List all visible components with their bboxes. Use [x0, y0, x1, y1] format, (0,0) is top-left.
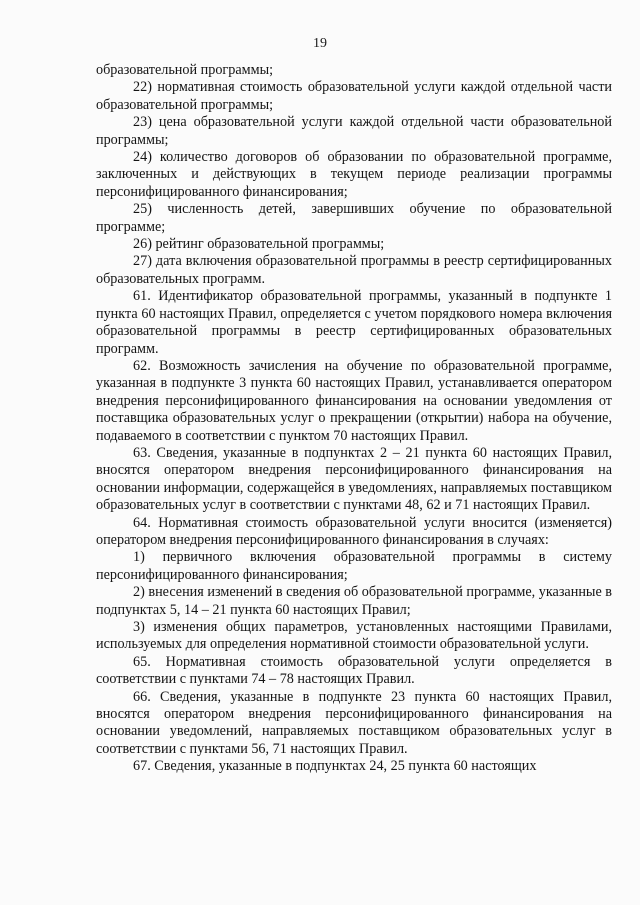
document-body [96, 62, 612, 776]
paragraph: 61. Идентификатор образовательной программы, указанный в подпункте 1 пункта 60 настоящих Правил, определяется с учетом порядкового номера включения образовательной программы в реестр сертифицированных образовательных программ. [96, 288, 612, 357]
page-number: 19 [313, 36, 327, 51]
paragraph: 25) численность детей, завершивших обучение по образовательной программе; [96, 201, 612, 235]
paragraph: 2) внесения изменений в сведения об образовательной программе, указанные в подпунктах 5, 14 – 21 пункта 60 настоящих Правил; [96, 584, 612, 618]
paragraph: 23) цена образовательной услуги каждой отдельной части образовательной программы; [96, 114, 612, 148]
paragraph: образовательной программы; [96, 62, 274, 78]
paragraph: 65. Нормативная стоимость образовательной услуги определяется в соответствии с пунктами 74 – 78 настоящих Правил. [96, 653, 612, 688]
paragraph: 22) нормативная стоимость образовательной услуги каждой отдельной части образовательной программы; [96, 79, 612, 113]
paragraph: 24) количество договоров об образовании по образовательной программе, заключенных и действующих в текущем периоде реализации программы персонифицированного финансирования; [96, 149, 612, 200]
paragraph: 1) первичного включения образовательной программы в систему персонифицированного финансирования; [96, 549, 612, 583]
paragraph: 26) рейтинг образовательной программы; [133, 236, 385, 253]
paragraph: 62. Возможность зачисления на обучение по образовательной программе, указанная в подпункте 3 пункта 60 настоящих Правил, устанавливается оператором внедрения персонифицированного финансирования на основании уведомления от поставщика образовательных услуг о прекращении (открытии) набора на обучение, подаваемого в соответствии с пунктом 70 настоящих Правил. [96, 357, 612, 444]
paragraph: 63. Сведения, указанные в подпунктах 2 – 21 пункта 60 настоящих Правил, вносятся оператором внедрения персонифицированного финансирования на основании информации, содержащейся в уведомлениях, направляемых поставщиком образовательных услуг в соответствии с пунктами 48, 62 и 71 настоящих Правил. [96, 444, 612, 514]
paragraph: 64. Нормативная стоимость образовательной услуги вносится (изменяется) оператором внедрения персонифицированного финансирования в случаях: [96, 514, 612, 548]
paragraph: 67. Сведения, указанные в подпунктах 24, 25 пункта 60 настоящих [133, 758, 537, 775]
paragraph: 66. Сведения, указанные в подпункте 23 пункта 60 настоящих Правил, вносятся оператором внедрения персонифицированного финансирования на основании уведомлений, направляемых поставщиком образовательных услуг в соответствии с пунктами 56, 71 настоящих Правил. [96, 688, 612, 757]
paragraph: 3) изменения общих параметров, установленных настоящими Правилами, используемых для определения нормативной стоимости образовательной услуги. [96, 619, 612, 653]
paragraph: 27) дата включения образовательной программы в реестр сертифицированных образовательных программ. [96, 253, 612, 287]
